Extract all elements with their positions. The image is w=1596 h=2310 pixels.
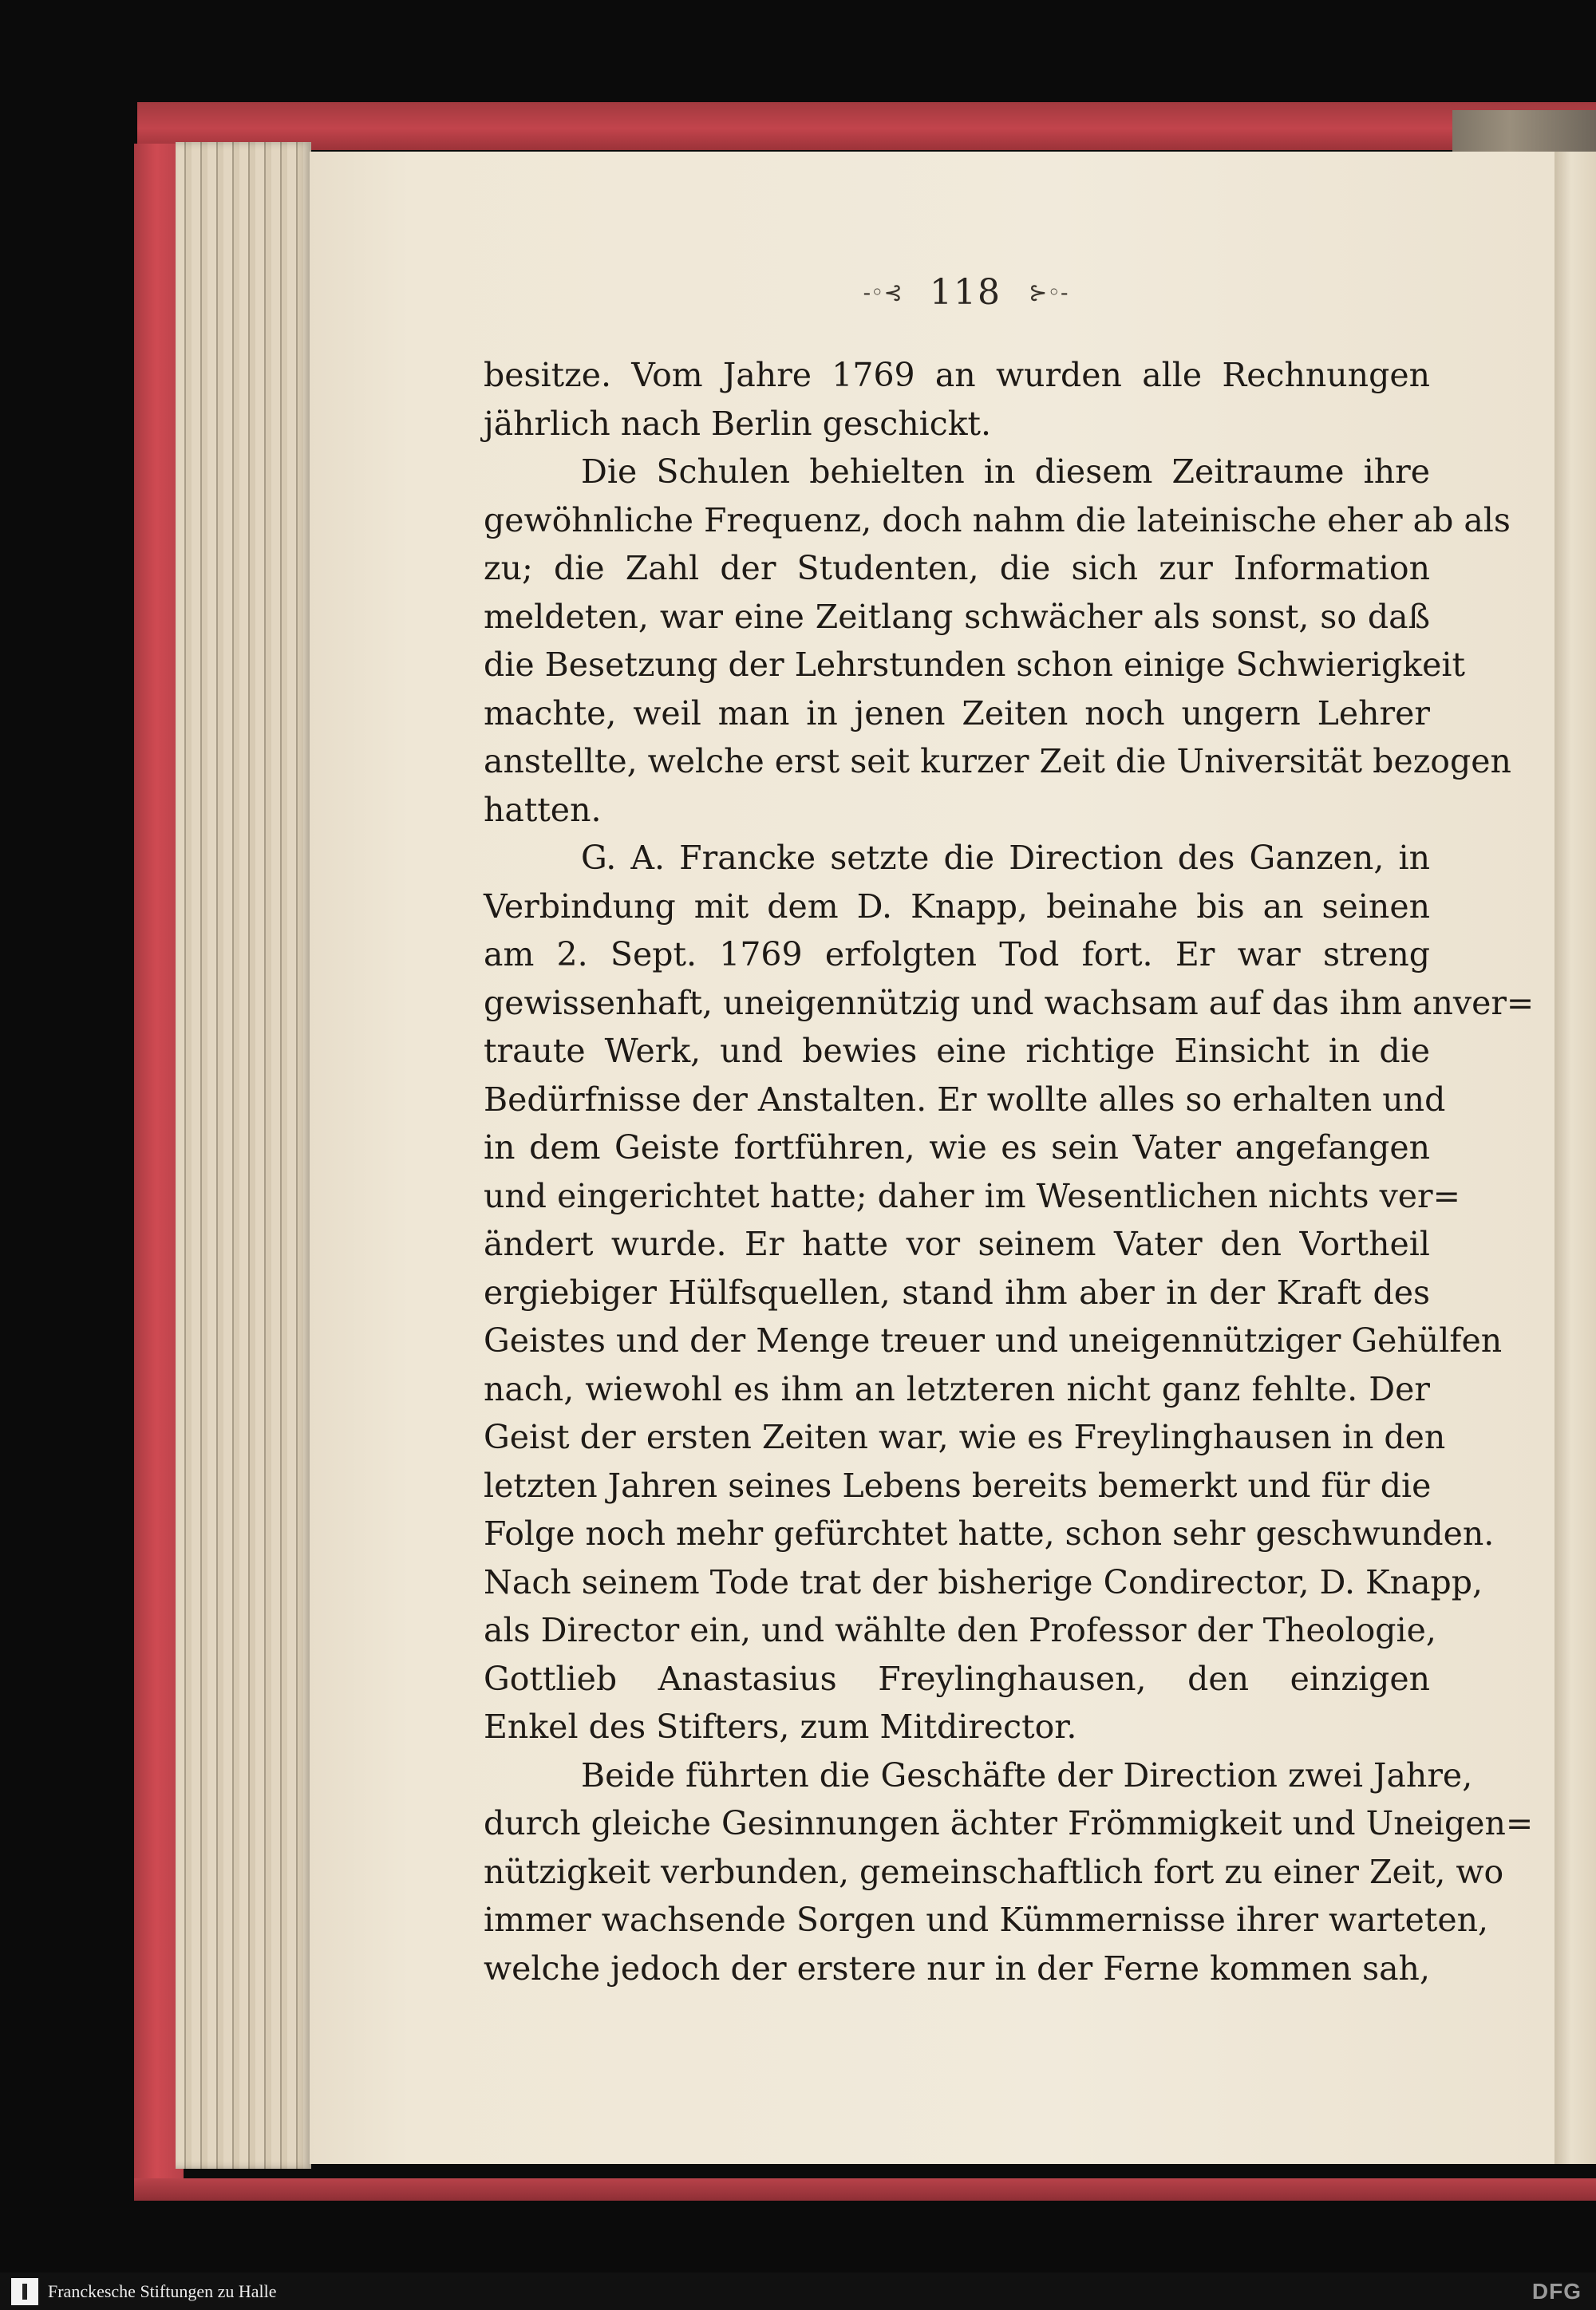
text-line: nützigkeit verbunden, gemeinschaftlich fort zu einer Zeit, wo — [484, 1852, 1504, 1891]
text-line: als Director ein, und wählte den Professor der Theologie, — [484, 1611, 1436, 1649]
text-line: nach, wiewohl es ihm an letzteren nicht ganz fehlte. Der — [484, 1369, 1430, 1408]
book-cover-bottom — [134, 2178, 1596, 2201]
text-line: machte, weil man in jenen Zeiten noch ungern Lehrer — [484, 693, 1430, 732]
text-line: anstellte, welche erst seit kurzer Zeit die Universität bezogen — [484, 742, 1511, 780]
text-line: ergiebiger Hülfsquellen, stand ihm aber in der Kraft des — [484, 1273, 1430, 1312]
text-line: G. A. Francke setzte die Direction des Ganzen, in — [581, 839, 1430, 877]
text-line: gewöhnliche Frequenz, doch nahm die lateinische eher ab als — [484, 500, 1511, 539]
text-line: ändert wurde. Er hatte vor seinem Vater den Vortheil — [484, 1225, 1430, 1263]
text-line: Folge noch mehr gefürchtet hatte, schon sehr geschwunden. — [484, 1514, 1495, 1553]
text-line: zu; die Zahl der Studenten, die sich zur Information — [484, 549, 1430, 587]
text-line: am 2. Sept. 1769 erfolgten Tod fort. Er war streng — [484, 935, 1430, 973]
text-line: hatten. — [484, 790, 602, 829]
attribution-bar — [0, 2272, 1596, 2310]
text-line: traute Werk, und bewies eine richtige Einsicht in die — [484, 1032, 1430, 1070]
ornament-left: -◦⊰ — [863, 278, 903, 306]
text-line: durch gleiche Gesinnungen ächter Frömmigkeit und Uneigen= — [484, 1804, 1534, 1842]
page-header — [830, 268, 1101, 316]
text-line: und eingerichtet hatte; daher im Wesentlichen nichts ver= — [484, 1176, 1460, 1215]
text-line: in dem Geiste fortführen, wie es sein Vater angefangen — [484, 1128, 1430, 1167]
book-spine — [1452, 110, 1596, 152]
text-line: Verbindung mit dem D. Knapp, beinahe bis an seinen — [484, 886, 1430, 926]
dfg-logo: DFG — [1531, 2278, 1582, 2304]
text-line: Bedürfnisse der Anstalten. Er wollte alles so erhalten und — [484, 1080, 1446, 1119]
text-line: Beide führten die Geschäfte der Direction zwei Jahre, — [581, 1755, 1473, 1795]
facing-page-edge — [1555, 152, 1596, 2164]
text-line: Enkel des Stifters, zum Mitdirector. — [484, 1708, 1077, 1746]
francke-logo-icon — [11, 2278, 38, 2305]
text-line: Geistes und der Menge treuer und uneigennütziger Gehülfen — [484, 1321, 1503, 1360]
text-line: die Besetzung der Lehrstunden schon einige Schwierigkeit — [484, 646, 1465, 684]
text-line: Geist der ersten Zeiten war, wie es Freylinghausen in den — [484, 1418, 1446, 1456]
page-edges — [176, 142, 311, 2169]
text-line: meldeten, war eine Zeitlang schwächer als sonst, so daß — [484, 597, 1430, 636]
text-line: gewissenhaft, uneigennützig und wachsam auf das ihm anver= — [484, 983, 1535, 1022]
book-cover-top — [137, 102, 1596, 150]
text-line: jährlich nach Berlin geschickt. — [484, 404, 992, 443]
text-line: immer wachsende Sorgen und Kümmernisse ihrer warteten, — [484, 1901, 1489, 1939]
page-body-text — [484, 351, 1535, 1992]
page-number: 118 — [930, 271, 1001, 313]
text-line: Gottlieb Anastasius Freylinghausen, den einzigen — [484, 1659, 1430, 1698]
ornament-right: ⊱◦- — [1028, 278, 1069, 306]
text-line: welche jedoch der erstere nur in der Ferne kommen sah, — [484, 1949, 1430, 1988]
institution-name: Franckesche Stiftungen zu Halle — [48, 2280, 277, 2301]
text-line: Nach seinem Tode trat der bisherige Condirector, D. Knapp, — [484, 1562, 1483, 1601]
text-line: letzten Jahren seines Lebens bereits bemerkt und für die — [484, 1466, 1432, 1505]
text-line: Die Schulen behielten in diesem Zeitraume ihre — [581, 452, 1430, 491]
text-line: besitze. Vom Jahre 1769 an wurden alle Rechnungen — [484, 356, 1430, 394]
